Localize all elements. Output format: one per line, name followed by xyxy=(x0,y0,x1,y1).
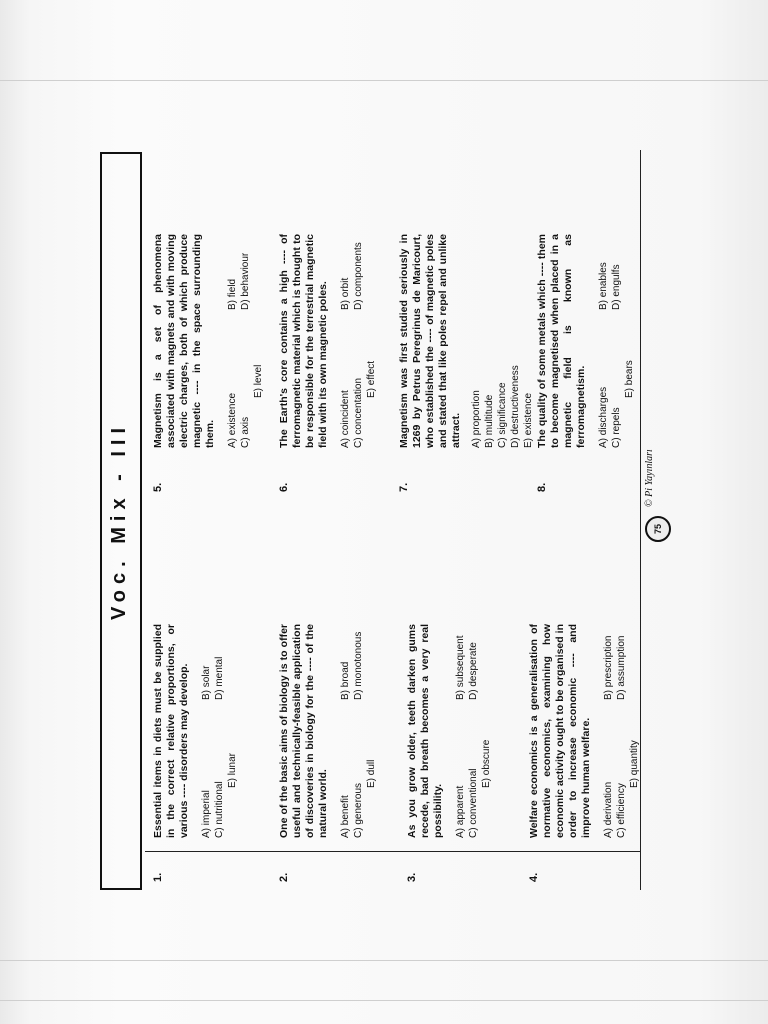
option-e: E) existence xyxy=(523,392,534,448)
option-d: D) desperate xyxy=(468,642,479,700)
option-c: C) generous xyxy=(353,782,364,838)
rotated-page xyxy=(100,112,680,892)
option-d: D) engulfs xyxy=(611,264,622,310)
question-number: 1. xyxy=(152,872,164,882)
question-number: 3. xyxy=(406,872,418,882)
question-text: Magnetism is a set of phenomena associated with magnets and with moving electric charges, both of which produce magnetic ---- in the space surrounding them. xyxy=(152,234,216,448)
question-7 xyxy=(398,234,535,492)
answer-options xyxy=(340,234,378,448)
page-number: 75 xyxy=(653,524,663,535)
option-e: E) level xyxy=(253,364,264,398)
answer-options xyxy=(603,624,641,838)
option-b: B) orbit xyxy=(340,277,351,310)
question-5 xyxy=(152,234,265,492)
answer-options xyxy=(598,234,636,448)
option-e: E) obscure xyxy=(481,739,492,788)
question-text: The quality of some metals which ---- them to become magnetised when placed in a magnetic field is known as ferromagnetism. xyxy=(536,234,587,448)
section-title: Voc. Mix - III xyxy=(108,421,130,621)
answer-options xyxy=(455,624,493,838)
option-b: B) prescription xyxy=(603,635,614,700)
answer-options xyxy=(201,624,239,838)
option-a: A) proportion xyxy=(471,390,482,448)
option-d: D) behaviour xyxy=(240,252,251,310)
option-c: C) axis xyxy=(240,416,251,448)
option-e: E) quantity xyxy=(629,740,640,788)
scan-artifact xyxy=(0,960,768,961)
section-header xyxy=(100,152,142,890)
scan-artifact xyxy=(0,80,768,81)
option-d: D) monotonous xyxy=(353,631,364,700)
scan-artifact xyxy=(0,1000,768,1001)
question-number: 4. xyxy=(528,872,540,882)
question-text: Essential items in diets must be supplied in the correct relative proportions, or various ---- disorders may develop. xyxy=(152,624,190,838)
option-b: B) solar xyxy=(201,665,212,700)
option-e: E) effect xyxy=(366,360,377,398)
question-text: One of the basic aims of biology is to offer useful and technically-feasible application of discoveries in biology for the ---- of the natural world. xyxy=(278,624,329,838)
option-e: E) dull xyxy=(366,759,377,788)
option-d: D) mental xyxy=(214,656,225,700)
option-a: A) benefit xyxy=(340,795,351,838)
option-c: C) nutritional xyxy=(214,781,225,838)
option-a: A) apparent xyxy=(455,785,466,838)
option-c: C) conventional xyxy=(468,768,479,838)
question-text: The Earth's core contains a high ---- of ferromagnetic material which is thought to be responsible for the terrestrial magnetic field with its own magnetic poles. xyxy=(278,234,329,448)
question-number: 5. xyxy=(152,482,164,492)
question-number: 8. xyxy=(536,482,548,492)
question-6 xyxy=(278,234,378,492)
option-a: A) existence xyxy=(227,392,238,448)
footer-rule xyxy=(640,150,641,890)
option-e: E) lunar xyxy=(227,752,238,788)
option-d: D) components xyxy=(353,242,364,310)
question-1 xyxy=(152,624,239,882)
option-a: A) discharges xyxy=(598,386,609,448)
option-c: C) efficiency xyxy=(616,783,627,838)
page-number-badge xyxy=(645,516,671,542)
question-3 xyxy=(406,624,493,882)
option-c: C) significance xyxy=(497,382,508,448)
answer-options xyxy=(471,234,535,448)
question-2 xyxy=(278,624,378,882)
option-b: B) subsequent xyxy=(455,635,466,700)
option-c: C) repels xyxy=(611,407,622,448)
question-text: Magnetism was first studied seriously in 1269 by Petrus Peregrinus de Maricourt, who established the ---- of magnetic poles and stated that like poles repel and unlike attract. xyxy=(398,234,462,448)
option-e: E) bears xyxy=(624,360,635,398)
question-number: 6. xyxy=(278,482,290,492)
option-c: C) concentation xyxy=(353,377,364,448)
answer-options xyxy=(340,624,378,838)
option-d: D) destructiveness xyxy=(510,365,521,448)
question-number: 2. xyxy=(278,872,290,882)
answer-options xyxy=(227,234,265,448)
question-8 xyxy=(536,234,636,492)
option-b: B) multitude xyxy=(484,394,495,448)
option-a: A) coincident xyxy=(340,390,351,448)
question-text: As you grow older, teeth darken gums recede, bad breath becomes a very real possibility. xyxy=(406,624,444,838)
option-b: B) enables xyxy=(598,262,609,310)
option-b: B) field xyxy=(227,278,238,310)
option-a: A) derivation xyxy=(603,781,614,838)
option-a: A) imperial xyxy=(201,790,212,838)
question-number: 7. xyxy=(398,482,410,492)
option-d: D) assumption xyxy=(616,635,627,700)
question-text: Welfare economics is a generalisation of normative economics, examining how economic activity ought to be organised in order to increase economic ---- and improve human welfare. xyxy=(528,624,592,838)
option-b: B) broad xyxy=(340,661,351,700)
publisher-brand: © Pi Yayınları xyxy=(644,449,655,507)
question-4 xyxy=(528,624,641,882)
